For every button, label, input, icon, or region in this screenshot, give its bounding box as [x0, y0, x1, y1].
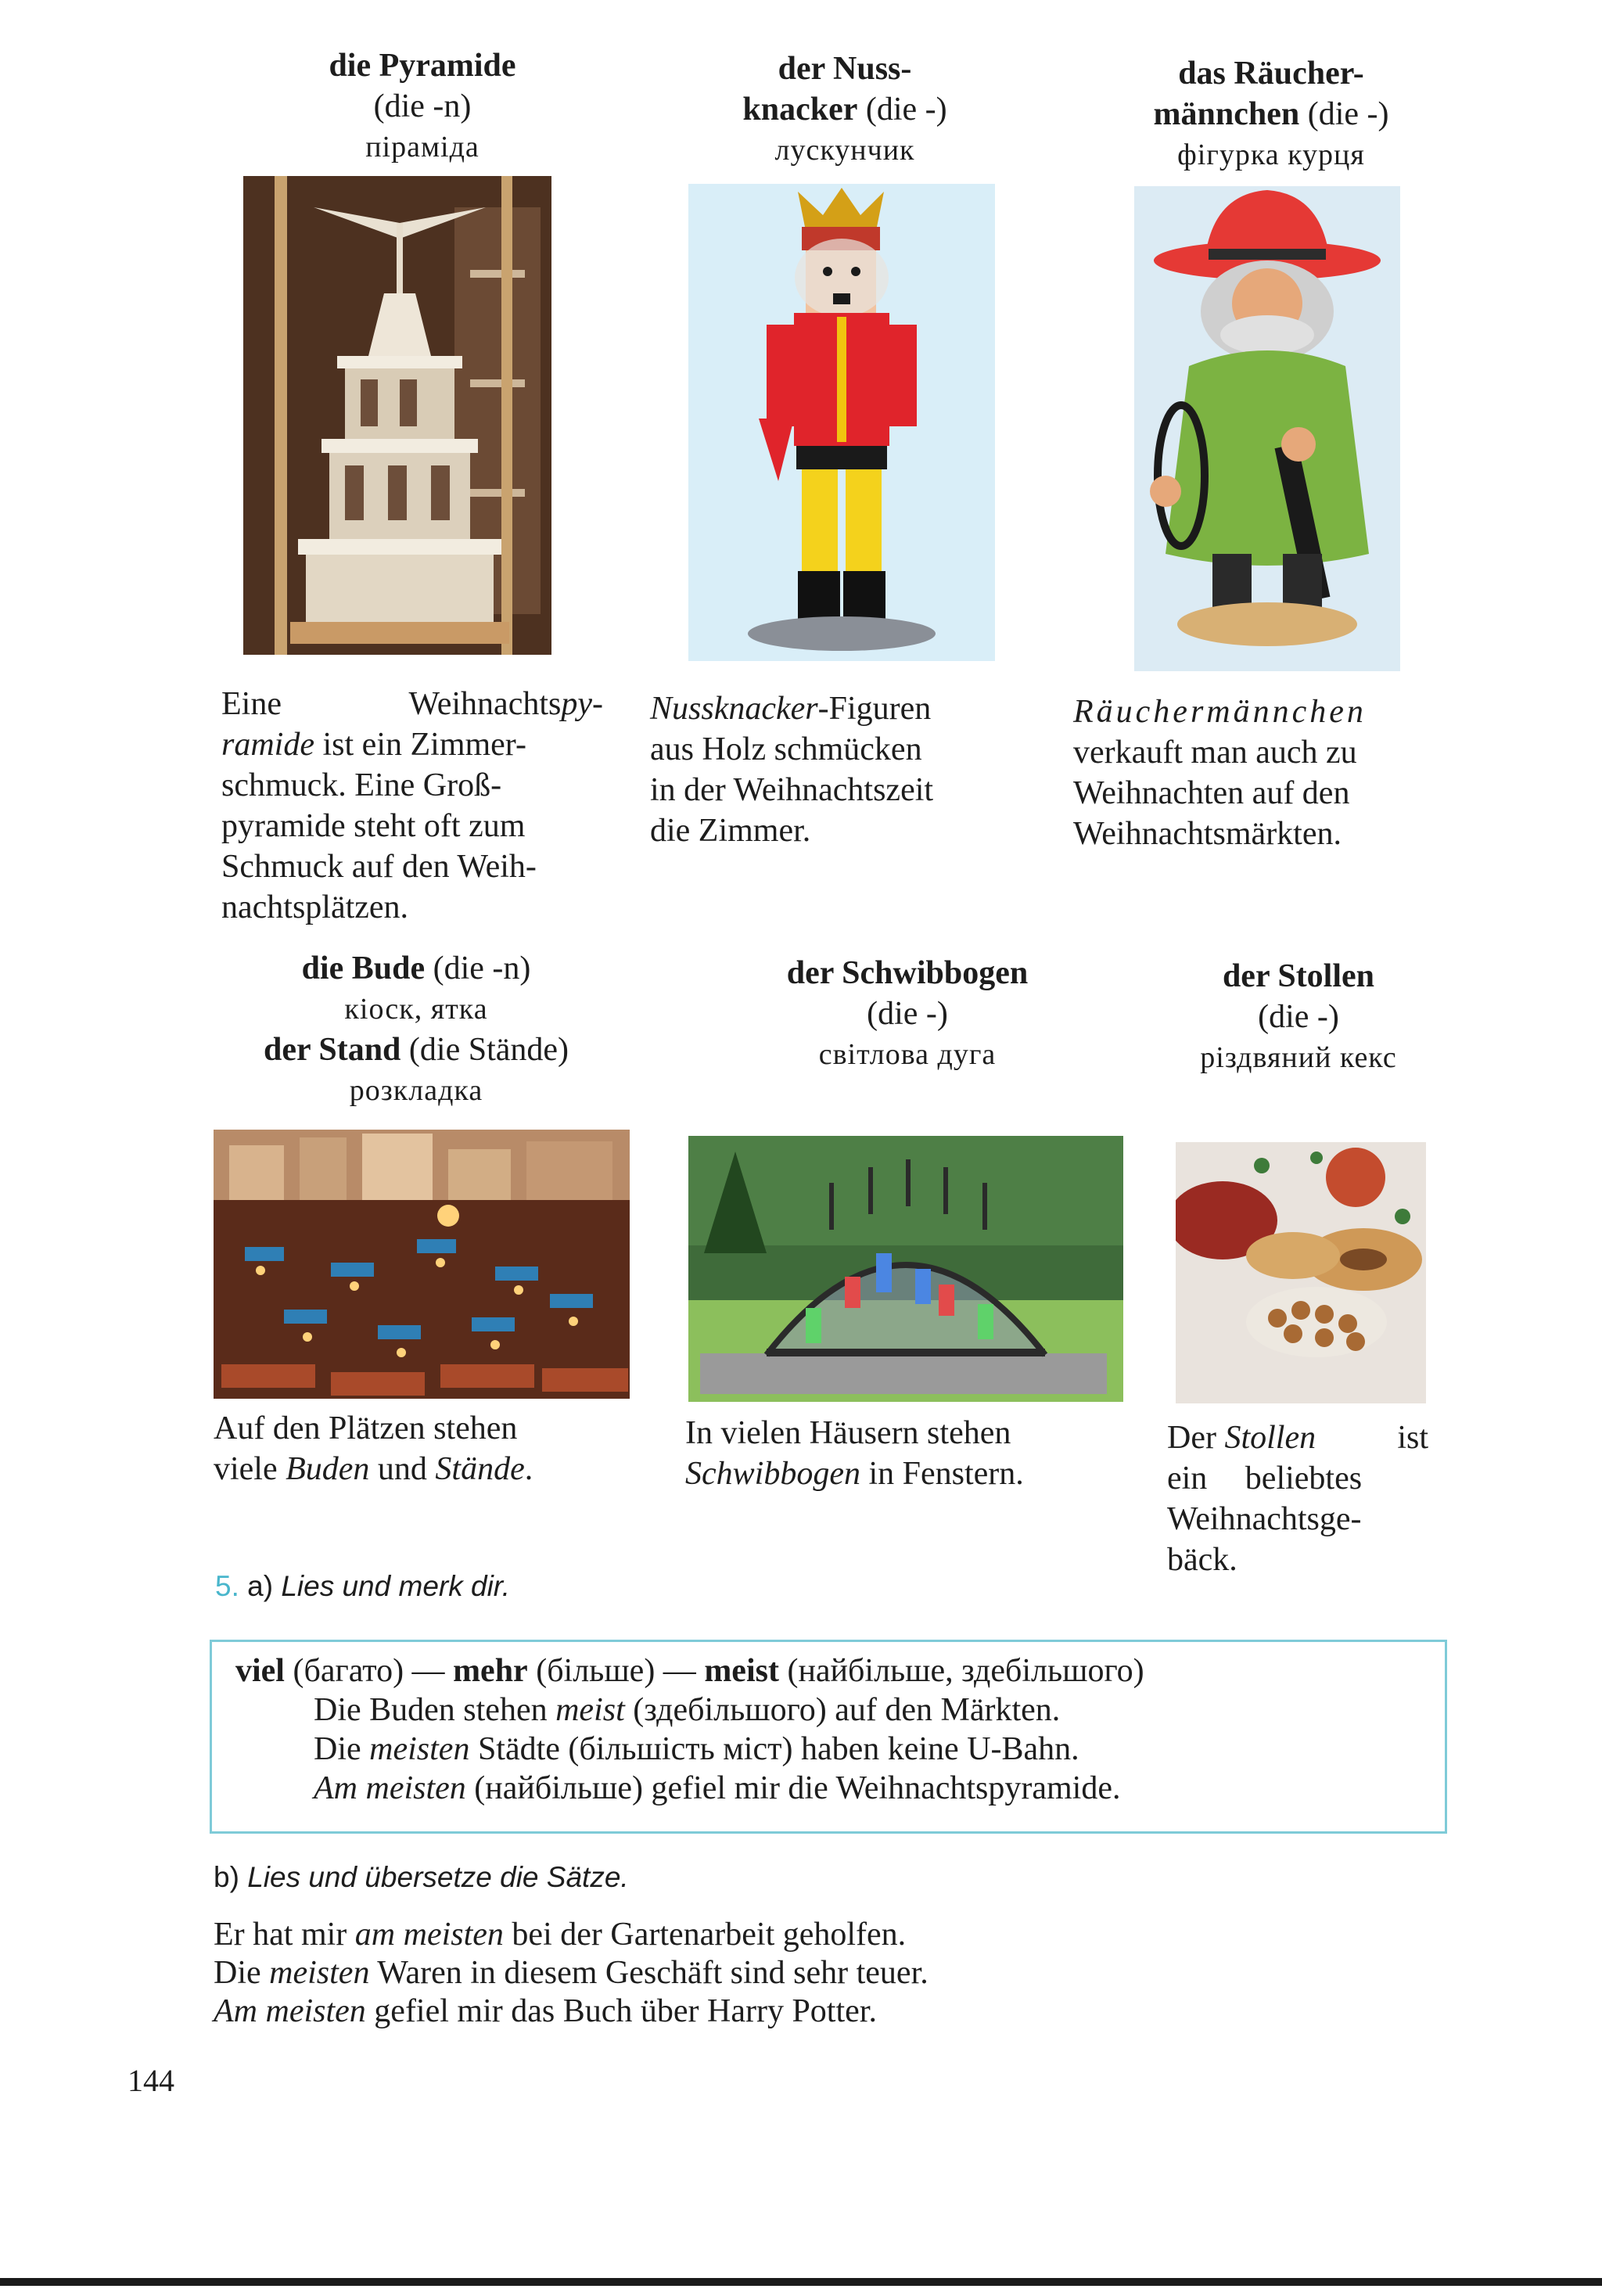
caption-smoker — [1073, 692, 1464, 854]
term: männchen — [1153, 96, 1300, 132]
text: Die — [214, 1955, 270, 1991]
caption-text: Buden — [286, 1451, 370, 1487]
caption-text: viele — [214, 1451, 286, 1487]
word: meist — [704, 1653, 779, 1689]
text: Die — [314, 1731, 370, 1767]
caption-text: -Figuren — [817, 691, 932, 727]
text: Am meisten — [314, 1770, 466, 1806]
grammar-box — [210, 1640, 1447, 1834]
caption-text: Weihnachtsge- — [1167, 1501, 1362, 1537]
text: meisten — [369, 1731, 470, 1767]
heading-smoker — [1091, 53, 1451, 175]
caption-text: Schwibbogen — [685, 1456, 860, 1492]
text: Waren in diesem Geschäft sind sehr teuer. — [369, 1955, 929, 1991]
text: (багато) — — [284, 1653, 454, 1689]
term: der Stand — [263, 1032, 401, 1068]
caption-text: Räuchermännchen — [1073, 694, 1367, 730]
heading-stollen — [1126, 956, 1471, 1078]
caption-text: ist ein Zimmer- — [314, 727, 526, 763]
caption-text: Stände — [435, 1451, 525, 1487]
translation: піраміда — [365, 131, 480, 163]
bottom-border — [0, 2278, 1602, 2286]
translation: різдвяний кекс — [1200, 1041, 1397, 1074]
term: der Stollen — [1222, 958, 1375, 994]
caption-text: py- — [561, 686, 603, 722]
plural: (die -n) — [373, 88, 472, 124]
text: Am meisten — [214, 1993, 366, 2029]
term: die Bude — [301, 950, 426, 986]
text: (найбільше) gefiel mir die Weihnachtspyramide. — [465, 1770, 1121, 1806]
caption-stollen — [1167, 1417, 1428, 1580]
caption-text: . — [524, 1451, 533, 1487]
caption-text: Stollen — [1224, 1420, 1316, 1456]
text: meist — [555, 1692, 625, 1728]
caption-text: Weihnachten auf den — [1073, 775, 1350, 811]
nutcracker-photo — [688, 184, 995, 661]
caption-text: In vielen Häusern stehen — [685, 1415, 1011, 1451]
plural: (die -n) — [433, 950, 531, 986]
translation: розкладка — [349, 1074, 483, 1107]
caption-booth — [214, 1408, 636, 1489]
exercise-5a-label — [215, 1570, 510, 1603]
caption-nutcracker — [650, 688, 1033, 851]
text: Die Buden stehen — [314, 1692, 556, 1728]
caption-text: bäck. — [1167, 1542, 1237, 1578]
term: das Räucher- — [1178, 56, 1364, 92]
text: meisten — [269, 1955, 370, 1991]
caption-text: Schmuck auf den Weih- — [221, 849, 537, 885]
schwibbogen-photo — [688, 1136, 1123, 1402]
market-photo — [214, 1130, 630, 1399]
page-number: 144 — [128, 2063, 174, 2098]
term: der Nuss- — [778, 51, 912, 87]
plural: (die -) — [867, 996, 948, 1032]
caption-text: Eine — [221, 686, 282, 722]
text: Er hat mir — [214, 1917, 355, 1953]
word: viel — [235, 1653, 285, 1689]
part-letter: b) — [214, 1861, 239, 1893]
caption-text: verkauft man auch zu — [1073, 735, 1357, 771]
example-sentence — [314, 1691, 1060, 1730]
heading-arch — [704, 953, 1111, 1075]
heading-pyramid — [250, 45, 594, 167]
grammar-rule — [235, 1651, 1144, 1691]
text: gefiel mir das Buch über Harry Potter. — [365, 1993, 877, 2029]
caption-text: ein beliebtes — [1167, 1461, 1363, 1497]
text: bei der Gartenarbeit geholfen. — [503, 1917, 907, 1953]
caption-text: die Zimmer. — [650, 813, 811, 849]
text: (більше) — — [527, 1653, 705, 1689]
caption-text: Weihnachts — [408, 686, 562, 722]
caption-text: Weihnachtsmärkten. — [1073, 816, 1342, 852]
plural: (die Stände) — [408, 1032, 569, 1068]
caption-text: in Fenstern. — [860, 1456, 1024, 1492]
caption-text: Der — [1167, 1420, 1225, 1456]
caption-text: Nussknacker — [650, 691, 818, 727]
term: der Schwibbogen — [786, 955, 1029, 991]
caption-text: in der Weihnachtszeit — [650, 772, 934, 808]
caption-text: schmuck. Eine Groß- — [221, 767, 502, 803]
text: am meisten — [354, 1917, 504, 1953]
caption-text: nachtsplätzen. — [221, 889, 409, 925]
text: (здебільшого) auf den Märkten. — [624, 1692, 1061, 1728]
caption-text: ramide — [221, 727, 314, 763]
plural: (die -) — [1307, 96, 1389, 132]
part-letter: a) — [247, 1570, 274, 1602]
exercise-5b-label — [214, 1861, 629, 1894]
term: knacker — [742, 92, 858, 128]
text: Städte (більшість міст) haben keine U-Bahn. — [469, 1731, 1079, 1767]
example-sentence — [314, 1769, 1120, 1808]
smoker-photo — [1134, 186, 1400, 671]
caption-text: und — [369, 1451, 436, 1487]
caption-text: Auf den Plätzen stehen — [214, 1410, 518, 1446]
caption-text: aus Holz schmücken — [650, 731, 922, 767]
word: mehr — [453, 1653, 528, 1689]
caption-pyramid — [221, 684, 603, 928]
caption-text: pyramide steht oft zum — [221, 808, 526, 844]
term: die Pyramide — [329, 48, 516, 84]
instruction: Lies und übersetze die Sätze. — [247, 1861, 629, 1893]
translation: фігурка курця — [1177, 138, 1365, 171]
exercise-number: 5. — [215, 1570, 239, 1602]
instruction: Lies und merk dir. — [281, 1570, 511, 1602]
translation: лускунчик — [774, 134, 915, 167]
sentence — [214, 1992, 877, 2031]
example-sentence — [314, 1730, 1079, 1769]
heading-nutcracker — [673, 49, 1017, 171]
plural: (die -) — [865, 92, 947, 128]
translation: кіоск, ятка — [344, 993, 488, 1026]
sentence — [214, 1953, 929, 1992]
stollen-photo — [1176, 1142, 1426, 1403]
caption-text: ist — [1397, 1420, 1428, 1456]
translation: світлова дуга — [818, 1038, 997, 1071]
plural: (die -) — [1258, 999, 1339, 1035]
sentence — [214, 1915, 906, 1954]
caption-arch — [685, 1413, 1139, 1494]
heading-booth — [205, 948, 627, 1111]
pyramid-photo — [243, 176, 551, 655]
text: (найбільше, здебільшого) — [778, 1653, 1144, 1689]
